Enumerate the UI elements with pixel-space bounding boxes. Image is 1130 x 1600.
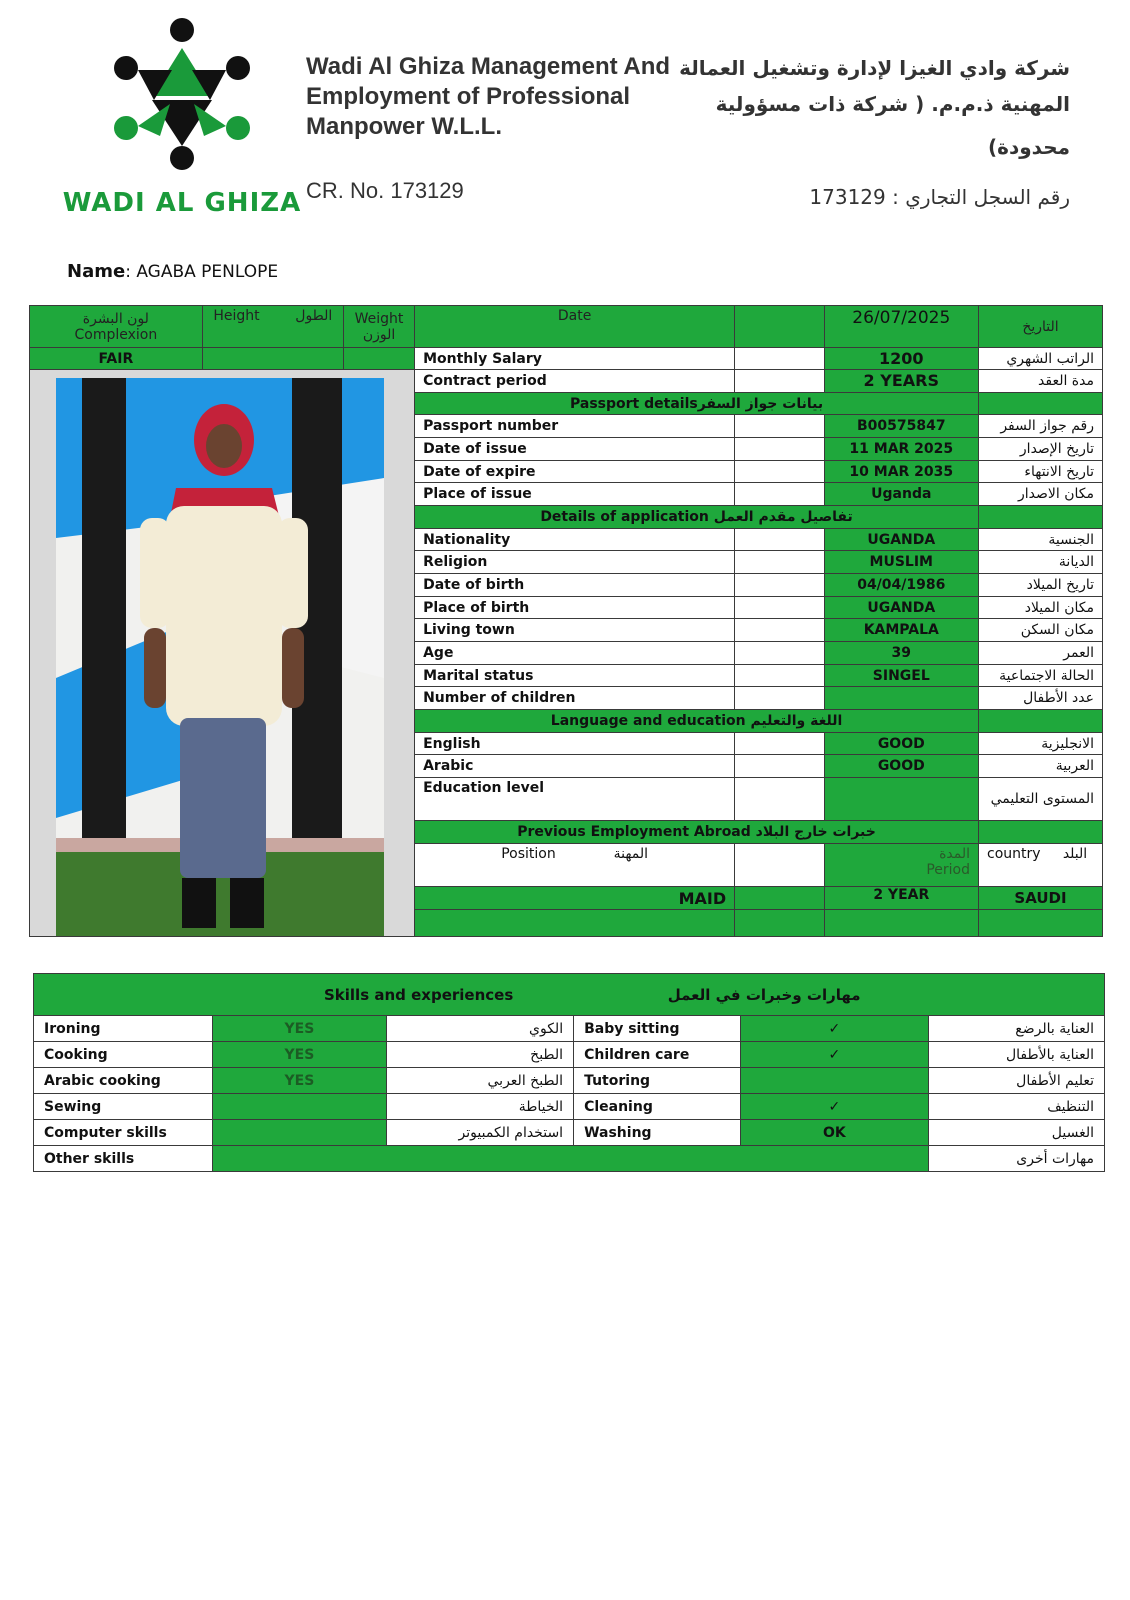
company-name-en-line2: Employment of Professional: [306, 83, 631, 110]
company-name-ar-line2: المهنية ذ.م.م. ( شركة ذات مسؤولية: [715, 92, 1070, 116]
candidate-photo: [56, 378, 384, 936]
expire-date-value: 10 MAR 2035: [824, 460, 978, 483]
table-row: Nationality UGANDA الجنسية: [30, 528, 1103, 551]
complexion-value: FAIR: [30, 348, 203, 370]
table-row: Religion MUSLIM الديانة: [30, 551, 1103, 574]
name-label: Name: [67, 261, 126, 282]
table-row: Age 39 العمر: [30, 642, 1103, 665]
table-row: Arabic GOOD العربية: [30, 755, 1103, 778]
salary-label: Monthly Salary: [415, 348, 735, 370]
arabic-value: GOOD: [824, 755, 978, 778]
table-row: Cooking YES الطبخ Children care ✓ العناية بالأطفال: [34, 1042, 1105, 1068]
company-name-en-line1: Wadi Al Ghiza Management And: [306, 53, 671, 80]
candidate-name: [67, 261, 278, 282]
complexion-header: لون البشرة Complexion: [30, 306, 203, 348]
marital-status-value: SINGEL: [824, 664, 978, 687]
education-value: [824, 778, 978, 821]
other-skills-label-ar: مهارات أخرى: [929, 1146, 1105, 1172]
date-value: 26/07/2025: [824, 306, 978, 348]
passport-section-header: Passport detailsبيانات جواز السفر: [415, 392, 979, 415]
religion-value: MUSLIM: [824, 551, 978, 574]
salary-label-ar: الراتب الشهري: [979, 348, 1103, 370]
logo-mark-icon: [62, 8, 302, 188]
date-label-ar: التاريخ: [979, 306, 1103, 348]
company-name-ar-line3: محدودة): [988, 135, 1070, 159]
table-row: Living town KAMPALA مكان السكن: [30, 619, 1103, 642]
table-row: Sewing الخياطة Cleaning ✓ التنظيف: [34, 1094, 1105, 1120]
weight-header: Weight الوزن: [343, 306, 414, 348]
employment-header-row: Position المهنة المدة Period country البلد: [30, 844, 1103, 887]
cr-number-en: CR. No. 173129: [306, 178, 464, 203]
table-row: Ironing YES الكوي Baby sitting ✓ العناية بالرضع: [34, 1016, 1105, 1042]
table-row: Education level المستوى التعليمي: [30, 778, 1103, 821]
photo-cell: [30, 370, 415, 937]
employment-section-header: Previous Employment Abroad خبرات خارج البلاد: [415, 821, 979, 844]
contract-value: 2 YEARS: [824, 370, 978, 393]
table-row: Date of issue 11 MAR 2025 تاريخ الإصدار: [30, 438, 1103, 461]
skills-header: Skills and experiences مهارات وخبرات في العمل: [34, 974, 1105, 1016]
cv-main-table: [29, 305, 1103, 937]
cr-number-ar: رقم السجل التجاري : 173129: [809, 185, 1070, 209]
table-row: Computer skills استخدام الكمبيوتر Washing OK الغسيل: [34, 1120, 1105, 1146]
birth-place-value: UGANDA: [824, 596, 978, 619]
name-value: : AGABA PENLOPE: [125, 262, 279, 282]
employment-period: 2 YEAR: [824, 887, 978, 910]
contract-label-ar: مدة العقد: [979, 370, 1103, 393]
check-icon: ✓: [740, 1042, 928, 1068]
table-row: Date of birth 04/04/1986 تاريخ الميلاد: [30, 574, 1103, 597]
employment-country: SAUDI: [979, 887, 1103, 910]
birth-date-value: 04/04/1986: [824, 574, 978, 597]
nationality-value: UGANDA: [824, 528, 978, 551]
issue-date-value: 11 MAR 2025: [824, 438, 978, 461]
table-row: Marital status SINGEL الحالة الاجتماعية: [30, 664, 1103, 687]
company-logo: [62, 8, 302, 223]
contract-label: Contract period: [415, 370, 735, 393]
passport-number-value: B00575847: [824, 415, 978, 438]
living-town-value: KAMPALA: [824, 619, 978, 642]
table-row: Place of issue Uganda مكان الاصدار: [30, 483, 1103, 506]
date-label: Date: [415, 306, 735, 348]
person-photo-icon: [56, 378, 384, 936]
table-row: Passport number B00575847 رقم جواز السفر: [30, 415, 1103, 438]
height-header: Height الطول: [202, 306, 343, 348]
application-section-header: Details of application تفاصيل مقدم العمل: [415, 506, 979, 529]
table-row: Number of children عدد الأطفال: [30, 687, 1103, 710]
check-icon: ✓: [740, 1016, 928, 1042]
company-name-en-line3: Manpower W.L.L.: [306, 113, 502, 140]
age-value: 39: [824, 642, 978, 665]
other-skills-label: Other skills: [34, 1146, 213, 1172]
table-row: Arabic cooking YES الطبخ العربي Tutoring تعليم الأطفال: [34, 1068, 1105, 1094]
logo-text: WADI AL GHIZA: [62, 188, 302, 218]
children-value: [824, 687, 978, 710]
language-section-header: Language and education اللغة والتعليم: [415, 710, 979, 733]
english-value: GOOD: [824, 732, 978, 755]
skills-table: [33, 973, 1105, 1172]
employment-position: MAID: [415, 887, 735, 910]
table-row: [34, 1146, 1105, 1172]
table-row: Place of birth UGANDA مكان الميلاد: [30, 596, 1103, 619]
table-row: English GOOD الانجليزية: [30, 732, 1103, 755]
check-icon: ✓: [740, 1094, 928, 1120]
salary-value: 1200: [824, 348, 978, 370]
place-of-issue-value: Uganda: [824, 483, 978, 506]
table-row: Date of expire 10 MAR 2035 تاريخ الانتهاء: [30, 460, 1103, 483]
company-name-ar-line1: شركة وادي الغيزا لإدارة وتشغيل العمالة: [679, 56, 1070, 80]
